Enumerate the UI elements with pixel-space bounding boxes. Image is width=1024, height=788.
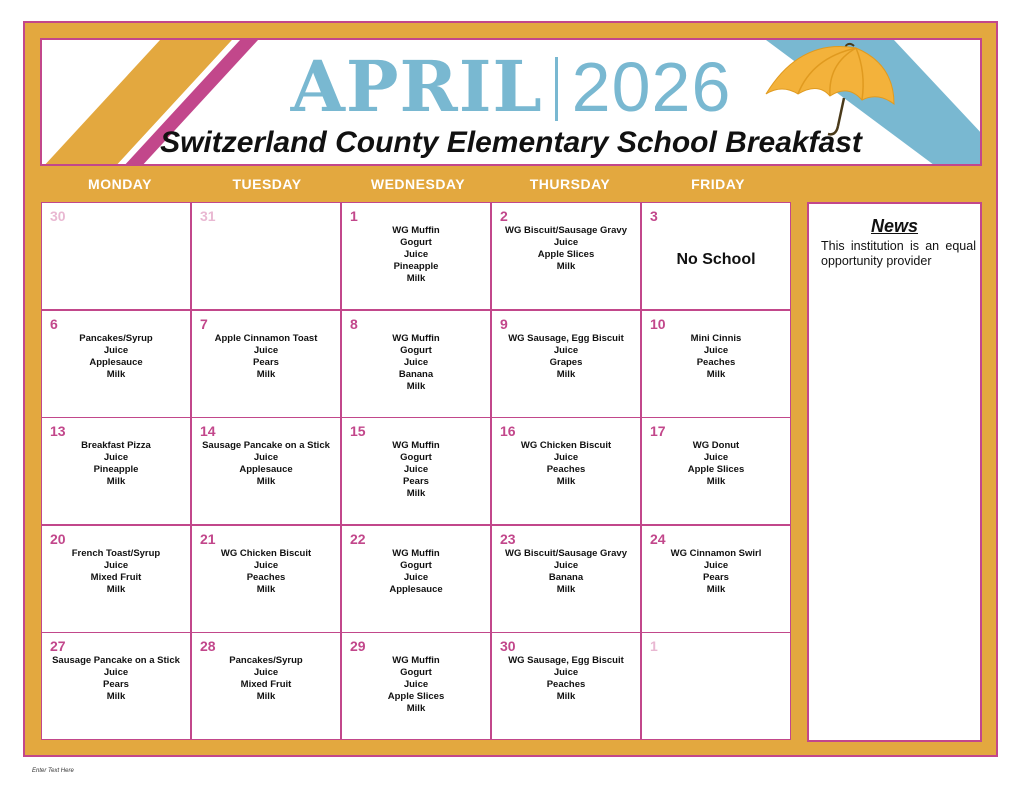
news-body: This institution is an equal opportunity provider	[821, 239, 976, 268]
day-number: 8	[350, 316, 358, 332]
menu-item: Juice	[103, 345, 129, 356]
menu-item: Juice	[403, 679, 429, 690]
menu-item: Banana	[548, 572, 584, 583]
menu-list	[342, 440, 490, 500]
menu-list	[642, 333, 790, 381]
calendar-grid	[41, 202, 792, 742]
day-cell	[491, 525, 641, 633]
menu-list	[192, 440, 340, 488]
menu-item: WG Muffin	[392, 225, 440, 236]
menu-item: Pineapple	[93, 464, 139, 475]
day-cell	[641, 202, 791, 310]
menu-item: Milk	[706, 476, 726, 487]
day-cell	[41, 632, 191, 740]
day-number: 30	[50, 208, 66, 224]
menu-item: Milk	[406, 381, 426, 392]
menu-item: Pineapple	[393, 261, 439, 272]
day-number: 3	[650, 208, 658, 224]
day-cell	[341, 632, 491, 740]
menu-item: Gogurt	[400, 667, 432, 678]
menu-item: Breakfast Pizza	[81, 440, 151, 451]
day-cell	[641, 310, 791, 418]
weekday-thursday: THURSDAY	[529, 176, 611, 192]
day-cell	[191, 417, 341, 525]
day-number: 13	[50, 423, 66, 439]
day-number: 14	[200, 423, 216, 439]
menu-item: Applesauce	[389, 584, 443, 595]
menu-item: Peaches	[546, 679, 586, 690]
menu-list	[192, 655, 340, 703]
day-number: 22	[350, 531, 366, 547]
menu-list	[42, 440, 190, 488]
menu-item: Banana	[398, 369, 434, 380]
news-panel	[807, 202, 982, 742]
menu-item: Apple Slices	[537, 249, 595, 260]
menu-item: Milk	[706, 584, 726, 595]
menu-item: Juice	[703, 560, 729, 571]
menu-item: Juice	[103, 452, 129, 463]
menu-item: Juice	[553, 560, 579, 571]
day-cell	[641, 417, 791, 525]
menu-item: Juice	[403, 572, 429, 583]
menu-item: WG Chicken Biscuit	[520, 440, 612, 451]
menu-item: Juice	[553, 345, 579, 356]
day-cell	[341, 310, 491, 418]
menu-item: Milk	[406, 273, 426, 284]
news-title: News	[870, 216, 919, 236]
day-cell	[641, 525, 791, 633]
menu-item: Peaches	[546, 464, 586, 475]
day-number: 28	[200, 638, 216, 654]
menu-list	[492, 333, 640, 381]
menu-item: Juice	[703, 452, 729, 463]
weekday-monday: MONDAY	[88, 176, 152, 192]
day-number: 29	[350, 638, 366, 654]
school-title: Switzerland County Elementary School Breakfast	[160, 126, 862, 159]
menu-item: WG Muffin	[392, 440, 440, 451]
menu-item: Pears	[703, 572, 729, 583]
menu-item: Apple Slices	[687, 464, 745, 475]
menu-item: WG Muffin	[392, 655, 440, 666]
year-label: 2026	[571, 48, 732, 126]
menu-item: WG Biscuit/Sausage Gravy	[505, 225, 627, 236]
menu-item: Milk	[256, 691, 276, 702]
menu-list	[342, 548, 490, 596]
menu-list	[492, 548, 640, 596]
menu-list	[342, 655, 490, 715]
menu-item: Milk	[256, 369, 276, 380]
day-cell	[191, 202, 341, 310]
menu-list	[492, 440, 640, 488]
menu-item: Juice	[403, 357, 429, 368]
menu-item: Applesauce	[239, 464, 293, 475]
menu-item: Milk	[406, 703, 426, 714]
menu-item: Milk	[106, 584, 126, 595]
menu-item: Milk	[106, 476, 126, 487]
umbrella-icon	[758, 42, 898, 142]
menu-item: French Toast/Syrup	[71, 548, 161, 559]
menu-item: WG Cinnamon Swirl	[670, 548, 762, 559]
menu-item: Juice	[703, 345, 729, 356]
day-cell	[491, 202, 641, 310]
menu-list	[342, 333, 490, 393]
day-number: 9	[500, 316, 508, 332]
day-number: 30	[500, 638, 516, 654]
menu-item: Peaches	[696, 357, 736, 368]
weekday-friday: FRIDAY	[691, 176, 745, 192]
menu-item: Pears	[403, 476, 429, 487]
menu-item: Grapes	[549, 357, 583, 368]
menu-list	[192, 548, 340, 596]
menu-item: Juice	[253, 667, 279, 678]
day-cell	[641, 632, 791, 740]
day-cell	[491, 632, 641, 740]
day-cell	[41, 525, 191, 633]
menu-item: Milk	[556, 261, 576, 272]
day-number: 2	[500, 208, 508, 224]
day-cell	[341, 202, 491, 310]
menu-list	[342, 225, 490, 285]
menu-item: Apple Slices	[387, 691, 445, 702]
menu-list	[492, 655, 640, 703]
menu-list	[42, 333, 190, 381]
menu-item: Sausage Pancake on a Stick	[202, 440, 330, 451]
month-label: APRIL	[290, 45, 543, 128]
menu-item: Sausage Pancake on a Stick	[52, 655, 180, 666]
menu-item: WG Sausage, Egg Biscuit	[508, 655, 624, 666]
weekday-tuesday: TUESDAY	[232, 176, 302, 192]
title-separator	[555, 57, 558, 121]
menu-item: Gogurt	[400, 560, 432, 571]
day-cell	[191, 632, 341, 740]
day-number: 16	[500, 423, 516, 439]
menu-item: Pancakes/Syrup	[229, 655, 303, 666]
day-number: 1	[350, 208, 358, 224]
menu-item: Juice	[553, 667, 579, 678]
menu-item: Pancakes/Syrup	[79, 333, 153, 344]
day-number: 24	[650, 531, 666, 547]
menu-item: Milk	[406, 488, 426, 499]
menu-item: Milk	[256, 584, 276, 595]
no-school-note: No School	[676, 251, 756, 268]
menu-item: Gogurt	[400, 237, 432, 248]
day-number: 20	[50, 531, 66, 547]
menu-item: Pears	[253, 357, 279, 368]
menu-list	[42, 655, 190, 703]
day-number: 15	[350, 423, 366, 439]
day-number: 7	[200, 316, 208, 332]
menu-item: Juice	[253, 345, 279, 356]
menu-item: Pears	[103, 679, 129, 690]
day-cell	[341, 417, 491, 525]
footer-note: Enter Text Here	[32, 768, 74, 774]
day-cell	[191, 525, 341, 633]
menu-item: Milk	[556, 584, 576, 595]
menu-item: Milk	[556, 369, 576, 380]
menu-item: Juice	[553, 452, 579, 463]
menu-item: Milk	[556, 476, 576, 487]
day-number: 10	[650, 316, 666, 332]
menu-item: Juice	[103, 667, 129, 678]
menu-list	[192, 333, 340, 381]
menu-item: Mini Cinnis	[690, 333, 742, 344]
menu-item: Milk	[256, 476, 276, 487]
day-cell	[191, 310, 341, 418]
day-number: 1	[650, 638, 658, 654]
menu-item: Juice	[253, 560, 279, 571]
day-number: 21	[200, 531, 216, 547]
menu-item: Applesauce	[89, 357, 143, 368]
menu-item: Juice	[403, 464, 429, 475]
menu-item: Gogurt	[400, 452, 432, 463]
menu-item: WG Biscuit/Sausage Gravy	[505, 548, 627, 559]
day-cell	[341, 525, 491, 633]
menu-item: Milk	[706, 369, 726, 380]
day-cell	[491, 417, 641, 525]
menu-list	[42, 548, 190, 596]
menu-list	[642, 440, 790, 488]
menu-item: Juice	[103, 560, 129, 571]
menu-item: WG Muffin	[392, 333, 440, 344]
menu-item: WG Chicken Biscuit	[220, 548, 312, 559]
menu-item: WG Muffin	[392, 548, 440, 559]
menu-item: Apple Cinnamon Toast	[214, 333, 318, 344]
day-number: 27	[50, 638, 66, 654]
menu-item: Milk	[106, 369, 126, 380]
weekday-wednesday: WEDNESDAY	[370, 176, 466, 192]
day-cell	[491, 310, 641, 418]
menu-item: Mixed Fruit	[240, 679, 292, 690]
day-number: 31	[200, 208, 216, 224]
menu-item: WG Sausage, Egg Biscuit	[508, 333, 624, 344]
menu-item: Milk	[106, 691, 126, 702]
menu-item: Gogurt	[400, 345, 432, 356]
menu-item: Juice	[403, 249, 429, 260]
menu-item: Mixed Fruit	[90, 572, 142, 583]
day-cell	[41, 417, 191, 525]
menu-item: WG Donut	[692, 440, 740, 451]
menu-item: Juice	[553, 237, 579, 248]
menu-item: Milk	[556, 691, 576, 702]
menu-item: Peaches	[246, 572, 286, 583]
menu-list	[642, 548, 790, 596]
menu-item: Juice	[253, 452, 279, 463]
day-number: 23	[500, 531, 516, 547]
day-number: 17	[650, 423, 666, 439]
day-cell	[41, 310, 191, 418]
menu-list	[492, 225, 640, 273]
day-cell	[41, 202, 191, 310]
day-number: 6	[50, 316, 58, 332]
